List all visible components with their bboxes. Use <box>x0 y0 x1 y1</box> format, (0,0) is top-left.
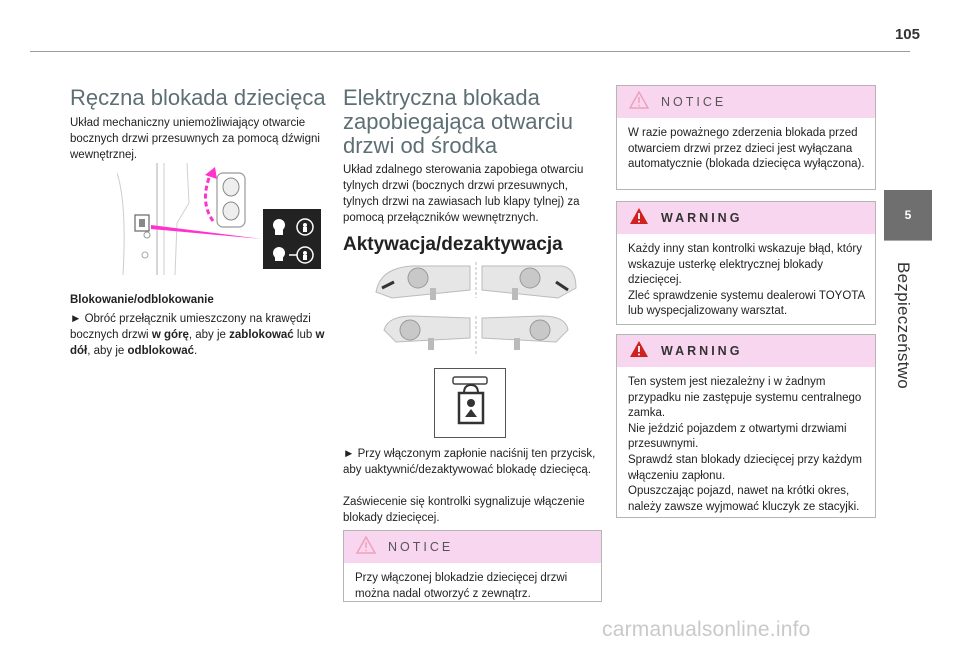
warning-header <box>617 202 875 234</box>
warning-box-1 <box>616 201 876 325</box>
section-title: Bezpieczeństwo <box>894 262 913 390</box>
notice-text: Przy włączonej blokadzie dziecięcej drzwi można nadal otworzyć z zewnątrz. <box>355 572 568 600</box>
electric-lock-intro: Układ zdalnego sterowania zapobiega otwarciu tylnych drzwi (bocznych drzwi przesuwnych, tylnych drzwi na zawiasach lub klapy tylnej) za pomocą przełączników wewnętrznych. <box>343 164 584 224</box>
warning-box-2 <box>616 334 876 518</box>
warning-header <box>617 335 875 367</box>
page-number: 105 <box>894 26 920 43</box>
warning-text: Każdy inny stan kontrolki wskazuje błąd, który wskazuje usterkę elektrycznej blokady dziecięcej. Zleć sprawdzenie systemu dealerowi TOYOTA lub wyspecjalizowany warsztat. <box>628 243 865 318</box>
child-lock-button-illustration <box>434 368 506 438</box>
notice-label: NOTICE <box>388 540 454 554</box>
warning-label: WARNING <box>661 211 743 225</box>
notice-header <box>344 531 601 563</box>
notice-box-col2 <box>343 530 602 602</box>
caution-triangle-icon <box>356 536 376 559</box>
watermark[interactable]: carmanualsonline.info <box>602 618 811 641</box>
activation-heading: Aktywacja/dezaktywacja <box>343 234 563 255</box>
manual-lock-intro: Układ mechaniczny uniemożliwiający otwarcie bocznych drzwi przesuwnych za pomocą dźwigni wewnętrznej. <box>70 117 320 161</box>
notice-header <box>617 86 875 118</box>
activation-step-2: Zaświecenie się kontrolki sygnalizuje włączenie blokady dziecięcej. <box>343 496 585 524</box>
section-tab[interactable]: 5 <box>884 190 932 240</box>
section-heading-manual-lock: Ręczna blokada dziecięca <box>70 85 326 110</box>
header-rule <box>30 51 910 52</box>
door-panels-illustration <box>372 258 580 358</box>
warning-triangle-icon <box>629 340 649 363</box>
door-lever-illustration <box>117 163 329 275</box>
warning-text: Ten system jest niezależny i w żadnym przypadku nie zastępuje systemu centralnego zamka. Nie jeździć pojazdem z otwartymi drzwiami przesuwnymi. Sprawdź stan blokady dziecięcej przy każdym włączeniu zapłonu. Opuszczając pojazd, nawet na krótki okres, należy zawsze wyjmować kluczyk ze stacyjki. <box>628 376 862 513</box>
notice-text: W razie poważnego zderzenia blokada przed otwarciem drzwi przez dzieci jest wyłączana automatycznie (blokada dziecięca wyłączona). <box>628 127 865 171</box>
caution-triangle-icon <box>629 91 649 114</box>
activation-step: ► Przy włączonym zapłonie naciśnij ten przycisk, aby uaktywnić/dezaktywować blokadę dziecięcą. <box>343 448 596 476</box>
lock-subheading: Blokowanie/odblokowanie <box>70 294 214 306</box>
section-heading-electric-lock: Elektryczna blokada zapobiegająca otwarciu drzwi od środka <box>343 85 573 158</box>
section-tab-rule <box>884 240 932 241</box>
warning-triangle-icon <box>629 207 649 230</box>
notice-label: NOTICE <box>661 95 727 109</box>
warning-label: WARNING <box>661 344 743 358</box>
manual-lock-step: ► Obróć przełącznik umieszczony na krawędzi bocznych drzwi w górę, aby je zablokować lub w dół, aby je odblokować. <box>70 313 325 357</box>
notice-box-col3 <box>616 85 876 190</box>
